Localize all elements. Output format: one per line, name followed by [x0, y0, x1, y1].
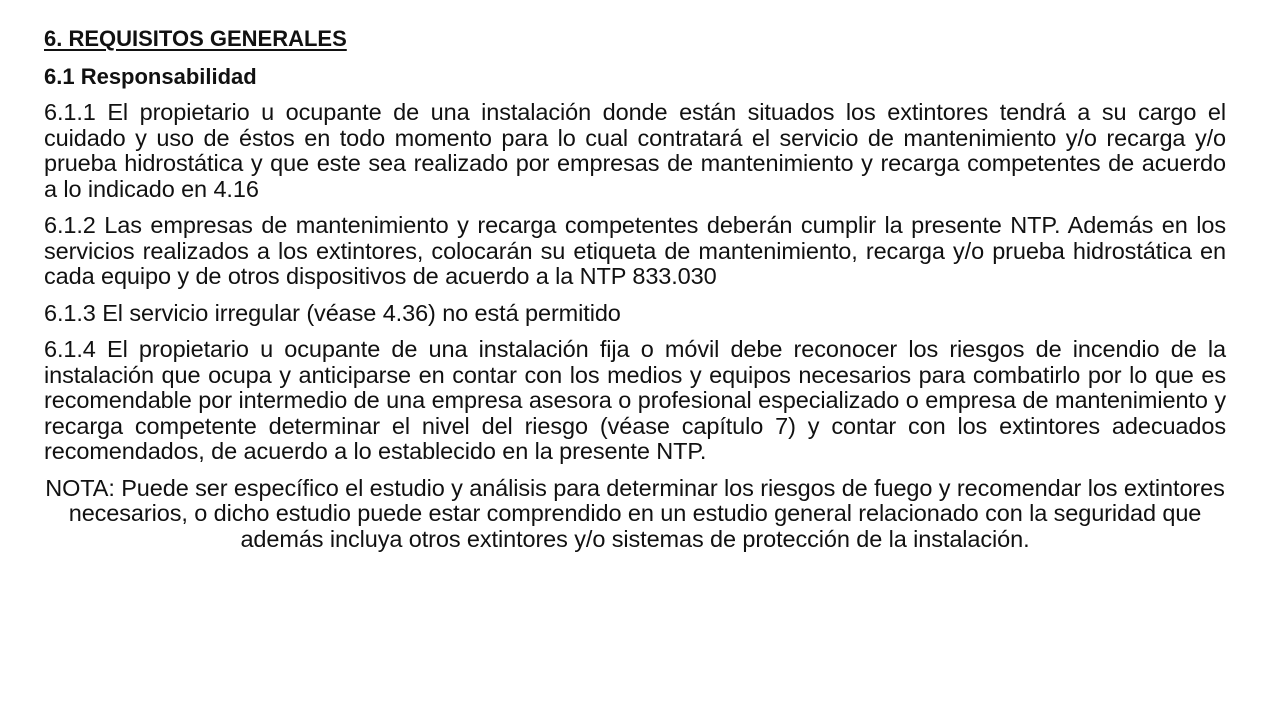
- paragraph-6-1-3: 6.1.3 El servicio irregular (véase 4.36) no está permitido: [44, 299, 621, 326]
- note-paragraph: NOTA: Puede ser específico el estudio y análisis para determinar los riesgos de fuego y recomendar los extintores necesarios, o dicho estudio puede estar comprendido en un estudio general relacionado con la seguridad que además incluya otros extintores y/o sistemas de protección de la instalación.: [45, 474, 1225, 552]
- paragraph-6-1-2: 6.1.2 Las empresas de mantenimiento y recarga competentes deberán cumplir la presente NTP. Además en los servicios realizados a los extintores, colocarán su etiqueta de mantenimiento, recarga y/o prueba hidrostática en cada equipo y de otros dispositivos de acuerdo a la NTP 833.030: [44, 212, 1226, 289]
- slide-content: [44, 26, 1226, 552]
- section-subtitle: 6.1 Responsabilidad: [44, 64, 257, 89]
- paragraph-6-1-4: 6.1.4 El propietario u ocupante de una instalación fija o móvil debe reconocer los riesgos de incendio de la instalación que ocupa y anticiparse en contar con los medios y equipos necesarios para combatirlo por lo que es recomendable por intermedio de una empresa asesora o profesional especializado o empresa de mantenimiento y recarga competente determinar el nivel del riesgo (véase capítulo 7) y contar con los extintores adecuados recomendados, de acuerdo a lo establecido en la presente NTP.: [44, 336, 1226, 464]
- paragraph-6-1-1: 6.1.1 El propietario u ocupante de una instalación donde están situados los extintores tendrá a su cargo el cuidado y uso de éstos en todo momento para lo cual contratará el servicio de mantenimiento y/o recarga y/o prueba hidrostática y que este sea realizado por empresas de mantenimiento y recarga competentes de acuerdo a lo indicado en 4.16: [44, 99, 1226, 202]
- section-title: 6. REQUISITOS GENERALES: [44, 26, 347, 51]
